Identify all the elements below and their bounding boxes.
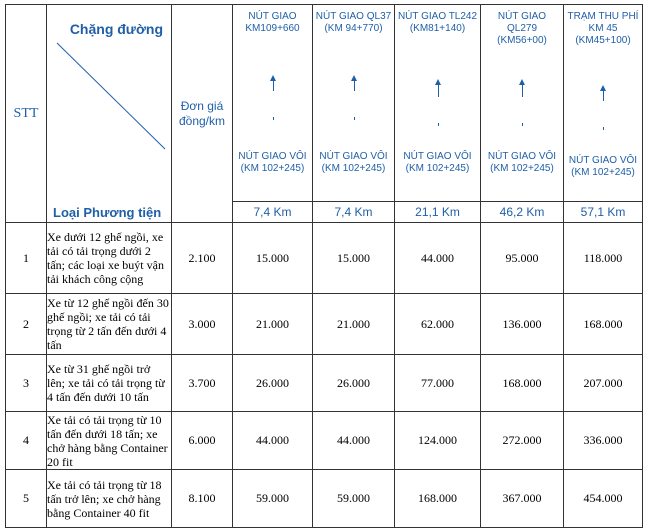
row-price: 207.000	[564, 355, 643, 412]
row-price: 124.000	[395, 412, 481, 470]
row-unit-price: 2.100	[172, 223, 233, 294]
route-from-road: KM 45	[588, 23, 618, 34]
row-stt: 3	[6, 355, 47, 412]
route-from-km: (KM 94+770)	[324, 23, 383, 34]
row-price: 15.000	[313, 223, 395, 294]
route-distance: 21,1 Km	[395, 202, 481, 223]
table-row	[6, 470, 643, 528]
arrow-shaft	[438, 85, 439, 97]
row-price: 26.000	[313, 355, 395, 412]
row-price: 136.000	[481, 294, 564, 355]
toll-price-table	[5, 4, 643, 528]
route-distance: 7,4 Km	[233, 202, 313, 223]
vehicle-type-label: Loại Phương tiện	[53, 205, 162, 220]
route-to: NÚT GIAO VÔI	[487, 151, 557, 162]
row-unit-price: 6.000	[172, 412, 233, 470]
row-stt: 1	[6, 223, 47, 294]
row-unit-price: 3.000	[172, 294, 233, 355]
route-to: NÚT GIAO VÔI	[238, 151, 307, 162]
route-header-2	[313, 5, 395, 202]
row-price: 44.000	[395, 223, 481, 294]
row-price: 44.000	[313, 412, 395, 470]
row-price: 59.000	[233, 470, 313, 528]
route-from-km: (KM56+00)	[497, 35, 547, 46]
row-unit-price: 8.100	[172, 470, 233, 528]
diagonal-header-cell	[47, 5, 172, 223]
row-vehicle-desc: Xe từ 12 ghế ngồi đến 30 ghế ngồi; xe tải có tải trọng từ 2 tấn đến dưới 4 tấn	[47, 294, 172, 355]
route-to: NÚT GIAO VÔI	[568, 155, 638, 166]
route-from: NÚT GIAO	[497, 11, 547, 22]
route-header-5	[564, 5, 643, 202]
row-vehicle-desc: Xe tải có tải trọng từ 10 tấn đến dưới 18 tấn; xe chở hàng bằng Container 20 fit	[47, 412, 172, 470]
row-price: 21.000	[313, 294, 395, 355]
row-price: 15.000	[233, 223, 313, 294]
row-price: 118.000	[564, 223, 643, 294]
row-price: 21.000	[233, 294, 313, 355]
route-from: TRẠM THU PHÍ	[567, 11, 639, 22]
arrow-shaft	[522, 123, 523, 126]
row-price: 336.000	[564, 412, 643, 470]
table-row	[6, 355, 643, 412]
row-unit-price: 3.700	[172, 355, 233, 412]
route-from: NÚT GIAO TL242	[397, 11, 478, 22]
arrow-shaft	[603, 91, 604, 101]
row-price: 168.000	[395, 470, 481, 528]
row-price: 77.000	[395, 355, 481, 412]
unit-price-header: Đơn giá đồng/km	[172, 5, 233, 223]
header-row-routes	[6, 5, 643, 202]
row-price: 95.000	[481, 223, 564, 294]
route-to: NÚT GIAO VÔI	[403, 151, 472, 162]
table-row	[6, 223, 643, 294]
route-distance: 7,4 Km	[313, 202, 395, 223]
arrow-shaft	[438, 123, 439, 126]
route-to-km: (KM 102+245)	[405, 163, 470, 174]
row-price: 59.000	[313, 470, 395, 528]
route-from-km: (KM45+100)	[575, 35, 631, 46]
arrow-shaft	[603, 127, 604, 130]
route-to-km: (KM 102+245)	[571, 167, 635, 178]
route-from-road: QL279	[506, 23, 538, 34]
arrow-shaft	[522, 85, 523, 97]
route-header-1	[233, 5, 313, 202]
row-price: 168.000	[481, 355, 564, 412]
row-price: 168.000	[564, 294, 643, 355]
row-price: 367.000	[481, 470, 564, 528]
route-to-km: (KM 102+245)	[321, 163, 386, 174]
arrow-shaft	[273, 81, 274, 91]
table-row	[6, 412, 643, 470]
row-vehicle-desc: Xe dưới 12 ghế ngồi, xe tải có tải trọng dưới 2 tấn; các loại xe buýt vận tải khách công cộng	[47, 223, 172, 294]
row-vehicle-desc: Xe từ 31 ghế ngồi trở lên; xe tải có tải trọng từ 4 tấn đến dưới 10 tấn	[47, 355, 172, 412]
route-distance: 46,2 Km	[481, 202, 564, 223]
row-price: 62.000	[395, 294, 481, 355]
stt-header: STT	[6, 5, 47, 223]
diagonal-line	[47, 5, 172, 221]
route-to-km: (KM 102+245)	[240, 163, 305, 174]
route-distance: 57,1 Km	[564, 202, 643, 223]
route-from: NÚT GIAO	[248, 11, 297, 22]
route-to: NÚT GIAO VÔI	[319, 151, 388, 162]
route-header-3	[395, 5, 481, 202]
route-to-km: (KM 102+245)	[490, 163, 554, 174]
row-stt: 5	[6, 470, 47, 528]
row-price: 44.000	[233, 412, 313, 470]
row-price: 454.000	[564, 470, 643, 528]
row-stt: 4	[6, 412, 47, 470]
route-label: Chặng đường	[69, 21, 163, 37]
route-from: NÚT GIAO QL37	[315, 11, 392, 22]
route-from-km: KM109+660	[245, 23, 300, 34]
row-vehicle-desc: Xe tải có tải trọng từ 18 tấn trở lên; xe chở hàng bằng Container 40 fit	[47, 470, 172, 528]
route-from-km: (KM81+140)	[409, 23, 466, 34]
arrow-shaft	[273, 117, 274, 120]
row-price: 26.000	[233, 355, 313, 412]
row-stt: 2	[6, 294, 47, 355]
route-header-4	[481, 5, 564, 202]
arrow-shaft	[354, 117, 355, 120]
arrow-shaft	[354, 81, 355, 91]
table-row	[6, 294, 643, 355]
row-price: 272.000	[481, 412, 564, 470]
